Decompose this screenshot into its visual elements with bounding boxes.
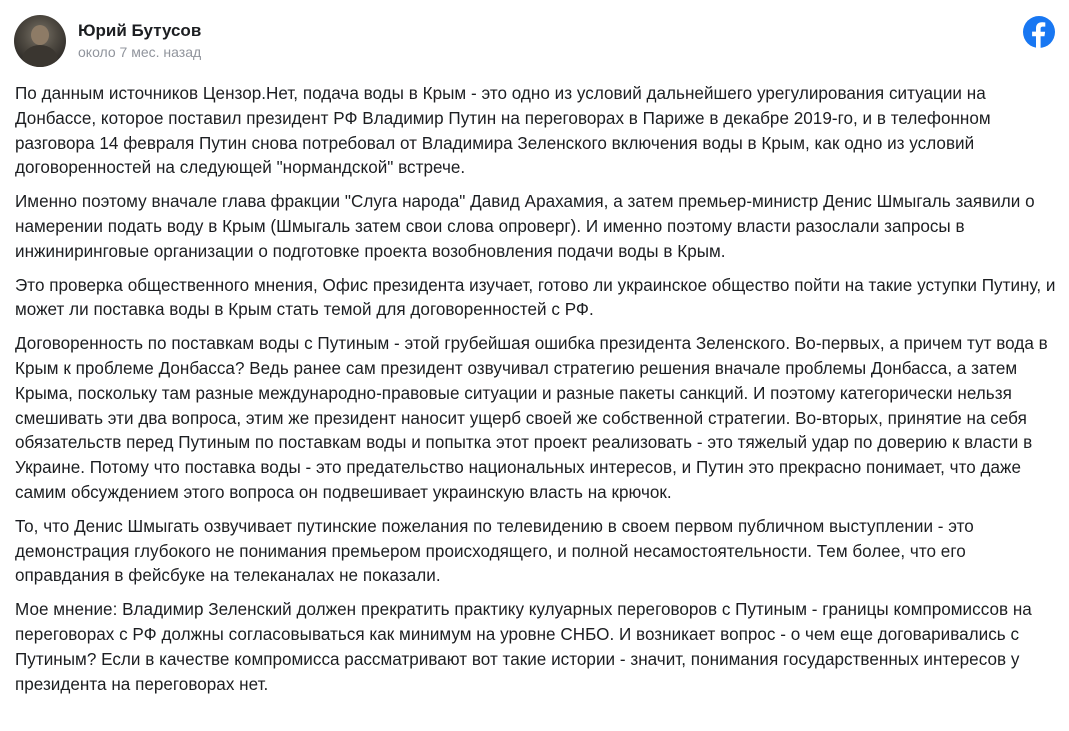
post-paragraph: По данным источников Цензор.Нет, подача воды в Крым - это одно из условий дальнейшего урегулирования ситуации на Донбассе, которое поставил президент РФ Владимир Путин на переговорах в Париже в декабре 2019-го, и в телефонном разговора 14 февраля Путин снова потребовал от Владимира Зеленского включения воды в Крым, как одно из условий договоренностей на следующей "нормандской" встрече. xyxy=(15,84,991,178)
post-timestamp[interactable]: около 7 мес. назад xyxy=(78,44,202,60)
post-meta xyxy=(78,21,201,61)
post-paragraph: То, что Денис Шмыгать озвучивает путинские пожелания по телевидению в своем первом публичном выступлении - это демонстрация глубокого не понимания премьером происходящего, и полной несамостоятельности. Тем более, что его оправдания в фейсбуке на телеканалах не показали. xyxy=(15,516,974,586)
post-paragraph: Договоренность по поставкам воды с Путиным - этой грубейшая ошибка президента Зеленского. Во-первых, а причем тут вода в Крым к проблеме Донбасса? Ведь ранее сам президент озвучивал стратегию решения вначале проблемы Донбасса, а затем Крыма, поскольку там разные международно-правовые ситуации и разные пакеты санкций. И поэтому категорически нельзя смешивать эти два вопроса, этим же президент наносит ущерб своей же собственной стратегии. Во-вторых, принятие на себя обязательств перед Путиным по поставкам воды и попытка этот проект реализовать - это тяжелый удар по доверию к власти в Украине. Потому что поставка воды - это предательство национальных интересов, и Путин это прекрасно понимает, что даже самим обсуждением этого вопроса он подвешивает украинскую власть на крючок. xyxy=(15,334,1048,502)
author-name[interactable]: Юрий Бутусов xyxy=(78,21,202,40)
post-body xyxy=(15,82,1060,706)
post-paragraph: Мое мнение: Владимир Зеленский должен прекратить практику кулуарных переговоров с Путиным - границы компромиссов на переговорах с РФ должны согласовываться как минимум на уровне СНБО. И возникает вопрос - о чем еще договаривались с Путиным? Если в качестве компромисса рассматривают вот такие истории - значит, понимания государственных интересов у президента на переговорах нет. xyxy=(15,600,1032,694)
post-paragraph: Это проверка общественного мнения, Офис президента изучает, готово ли украинское общество пойти на такие уступки Путину, и может ли поставка воды в Крым стать темой для договоренностей с РФ. xyxy=(15,275,1056,320)
post-paragraph: Именно поэтому вначале глава фракции "Слуга народа" Давид Арахамия, а затем премьер-министр Денис Шмыгаль заявили о намерении подать воду в Крым (Шмыгаль затем свои слова опроверг). И именно поэтому власти разослали запросы в инжиниринговые организации о подготовке проекта возобновления подачи воды в Крым. xyxy=(15,192,1035,261)
facebook-icon[interactable] xyxy=(1023,16,1055,48)
post-header xyxy=(14,14,201,68)
avatar[interactable] xyxy=(14,15,66,67)
